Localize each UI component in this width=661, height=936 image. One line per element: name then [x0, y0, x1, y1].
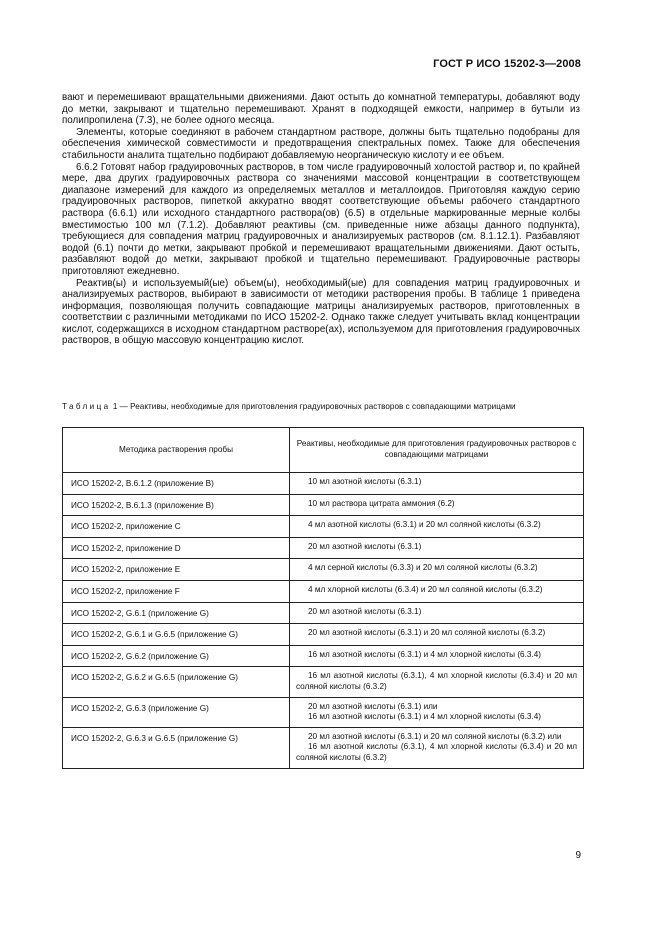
standard-header: ГОСТ Р ИСО 15202-3—2008	[433, 58, 581, 70]
reagent-line: 4 мл хлорной кислоты (6.3.4) и 20 мл соляной кислоты (6.3.2)	[308, 584, 543, 594]
reagent-line: 20 мл азотной кислоты (6.3.1) или	[308, 701, 438, 711]
reagent-line: 4 мл серной кислоты (6.3.3) и 20 мл соляной кислоты (6.3.2)	[308, 563, 538, 573]
reagent-line: 4 мл азотной кислоты (6.3.1) и 20 мл соляной кислоты (6.3.2)	[308, 520, 541, 530]
reagents-table	[62, 427, 584, 769]
header-method: Методика растворения пробы	[63, 428, 290, 473]
table-row	[63, 473, 584, 495]
reagent-line: 16 мл азотной кислоты (6.3.1), 4 мл хлорной кислоты (6.3.4) и 20 мл соляной кислоты (6.3.2)	[296, 742, 577, 762]
method-cell: ИСО 15202-2, G.6.3 и G.6.5 (приложение G)	[63, 727, 290, 768]
table-row	[63, 537, 584, 559]
reagent-line: 16 мл азотной кислоты (6.3.1) и 4 мл хлорной кислоты (6.3.4)	[308, 649, 541, 659]
method-cell: ИСО 15202-2, G.6.2 (приложение G)	[63, 645, 290, 667]
reagent-line: 16 мл азотной кислоты (6.3.1), 4 мл хлорной кислоты (6.3.4) и 20 мл соляной кислоты (6.3.2)	[296, 671, 577, 691]
paragraph-3: 6.6.2 Готовят набор градуировочных растворов, в том числе градуировочный холостой раствор и, по крайней мере, два других градуировочных раствора со значениями массовой концентрации в соответствующем диапазоне измерений для каждого из определяемых металлов и металлоидов. Приготовляя каждую серию градуировочных растворов, пипеткой аккуратно вводят соответствующие объемы рабочего стандартного раствора (6.6.1) или исходного стандартного раствора(ов) (6.5) в отдельные маркированные мерные колбы вместимостью 100 мл (7.1.2). Добавляют реактивы (см. приведенные ниже абзацы данного подпункта), требующиеся для совпадения матриц градуировочных и анализируемых растворов (см. 8.1.12.1). Разбавляют водой (6.1) почти до метки, закрывают пробкой и перемешивают вращательными движениями. Дают остыть, разбавляют водой до метки, закрывают пробкой и тщательно перемешивают. Градуировочные растворы приготовляют ежедневно.	[62, 161, 580, 277]
paragraph-4: Реактив(ы) и используемый(ые) объем(ы), необходимый(ые) для совпадения матриц градуировочных и анализируемых растворов, выбирают в зависимости от методики растворения пробы. В таблице 1 приведена информация, позволяющая получить совпадающие матрицы анализируемых растворов, приготовленных в соответствии с различными методиками по ИСО 15202-2. Однако также следует учитывать вклад концентрации кислот, содержащихся в исходном стандартном растворе(ах), используемом для приготовления градуировочных растворов, в общую массовую концентрацию кислот.	[62, 277, 580, 347]
reagent-line: 20 мл азотной кислоты (6.3.1) и 20 мл соляной кислоты (6.3.2) или	[308, 731, 562, 741]
reagents-cell	[290, 645, 584, 667]
paragraph-2: Элементы, которые соединяют в рабочем стандартном растворе, должны быть тщательно подобраны для обеспечения химической совместимости и предотвращения спектральных помех. Также для обеспечения стабильности аналита тщательно подбирают добавляемую неорганическую кислоту и ее объем.	[62, 126, 580, 161]
reagents-cell	[290, 473, 584, 495]
table-row	[63, 624, 584, 646]
table-row	[63, 697, 584, 727]
method-cell: ИСО 15202-2, приложение D	[63, 537, 290, 559]
method-cell: ИСО 15202-2, G.6.2 и G.6.5 (приложение G)	[63, 667, 290, 697]
reagents-cell	[290, 559, 584, 581]
reagent-line: 20 мл азотной кислоты (6.3.1)	[308, 606, 422, 616]
reagents-cell	[290, 516, 584, 538]
reagent-line: 16 мл азотной кислоты (6.3.1) и 4 мл хлорной кислоты (6.3.4)	[308, 712, 541, 722]
table-row	[63, 516, 584, 538]
table-row	[63, 667, 584, 697]
reagents-cell	[290, 624, 584, 646]
paragraph-1: вают и перемешивают вращательными движениями. Дают остыть до комнатной температуры, добавляют воду до метки, закрывают и тщательно перемешивают. Хранят в подходящей емкости, например в бутыли из полипропилена (7.3), не более одного месяца.	[62, 92, 580, 127]
reagent-line: 20 мл азотной кислоты (6.3.1) и 20 мл соляной кислоты (6.3.2)	[308, 628, 546, 638]
method-cell: ИСО 15202-2, G.6.3 (приложение G)	[63, 697, 290, 727]
reagents-cell	[290, 602, 584, 624]
method-cell: ИСО 15202-2, G.6.1 (приложение G)	[63, 602, 290, 624]
reagents-cell	[290, 580, 584, 602]
reagents-cell	[290, 727, 584, 768]
table-header-row	[63, 428, 584, 473]
table-row	[63, 580, 584, 602]
page-number: 9	[575, 850, 581, 861]
reagents-cell	[290, 697, 584, 727]
table-caption-text: 1 — Реактивы, необходимые для приготовления градуировочных растворов с совпадающими матрицами	[110, 402, 516, 411]
table-caption	[62, 402, 580, 413]
method-cell: ИСО 15202-2, В.6.1.2 (приложение В)	[63, 473, 290, 495]
table-row	[63, 559, 584, 581]
method-cell: ИСО 15202-2, G.6.1 и G.6.5 (приложение G)	[63, 624, 290, 646]
method-cell: ИСО 15202-2, приложение Е	[63, 559, 290, 581]
table-row	[63, 602, 584, 624]
reagents-cell	[290, 494, 584, 516]
table-row	[63, 645, 584, 667]
table-caption-word: Таблица	[62, 402, 111, 411]
table-body	[63, 473, 584, 769]
reagent-line: 10 мл раствора цитрата аммония (6.2)	[308, 498, 455, 508]
reagent-line: 10 мл азотной кислоты (6.3.1)	[308, 477, 422, 486]
method-cell: ИСО 15202-2, В.6.1.3 (приложение В)	[63, 494, 290, 516]
reagents-cell	[290, 537, 584, 559]
method-cell: ИСО 15202-2, приложение С	[63, 516, 290, 538]
body-text	[62, 92, 580, 347]
table-row	[63, 727, 584, 768]
header-reagents: Реактивы, необходимые для приготовления градуировочных растворов с совпадающими матрицами	[290, 428, 584, 473]
reagent-line: 20 мл азотной кислоты (6.3.1)	[308, 541, 422, 551]
table-row	[63, 494, 584, 516]
method-cell: ИСО 15202-2, приложение F	[63, 580, 290, 602]
reagents-cell	[290, 667, 584, 697]
